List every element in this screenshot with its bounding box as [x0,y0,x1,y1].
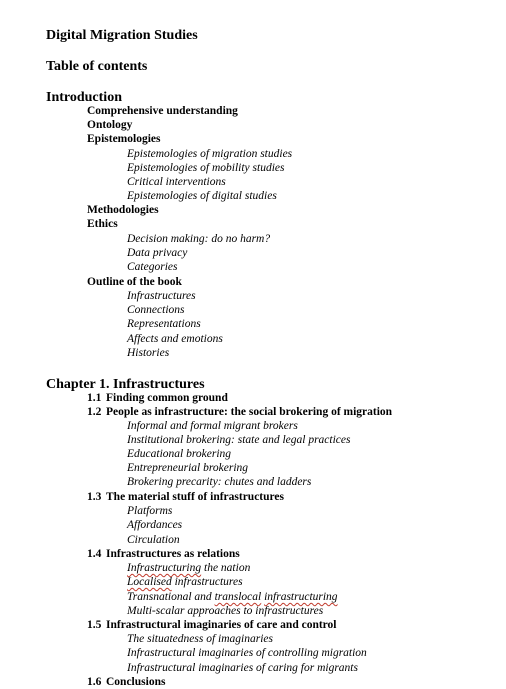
toc-subentry: Entrepreneurial brokering [127,462,249,474]
section-number: 1.1 [87,392,102,404]
toc-subentry [127,563,250,575]
toc-entry: Comprehensive understanding [87,105,238,117]
toc-subentry: Histories [127,347,170,359]
section-introduction: Introduction [46,90,122,105]
toc-subentry: Infrastructural imaginaries of caring for migrants [127,662,358,674]
subentry-text: infrastructures [171,576,243,588]
spellcheck-word: translocal [214,591,262,603]
toc-subentry: Multi-scalar approaches to infrastructures [127,605,324,617]
section-label: Infrastructures as relations [106,548,240,560]
section-chapter-1: Chapter 1. Infrastructures [46,377,205,392]
toc-subentry: Connections [127,304,185,316]
toc-subentry: Brokering precarity: chutes and ladders [127,476,312,488]
toc-entry [87,393,228,405]
toc-heading: Table of contents [46,59,148,74]
toc-subentry [127,592,338,604]
subentry-text: Transnational and [127,591,215,603]
subentry-text: the nation [201,562,251,574]
toc-subentry: Affordances [127,519,183,531]
toc-entry [87,549,240,561]
book-title: Digital Migration Studies [46,28,198,43]
section-number: 1.5 [87,619,102,631]
toc-entry: Ethics [87,218,118,230]
section-label: Conclusions [106,676,166,688]
section-number: 1.6 [87,676,102,688]
section-number: 1.2 [87,406,102,418]
toc-subentry: Affects and emotions [127,333,223,345]
spellcheck-word: infrastructuring [264,591,338,603]
section-number: 1.4 [87,548,102,560]
toc-entry [87,492,284,504]
section-label: The material stuff of infrastructures [106,491,285,503]
spellcheck-word: Infrastructuring [127,562,202,574]
toc-entry [87,407,392,419]
section-number: 1.3 [87,491,102,503]
toc-subentry: Critical interventions [127,176,226,188]
toc-subentry: Circulation [127,534,180,546]
section-label: Infrastructural imaginaries of care and control [106,619,337,631]
section-label: Finding common ground [106,392,228,404]
toc-entry: Outline of the book [87,276,182,288]
toc-entry: Methodologies [87,204,159,216]
toc-subentry: Institutional brokering: state and legal practices [127,434,351,446]
toc-subentry: Representations [127,318,201,330]
toc-entry [87,677,165,689]
spellcheck-word: Localised [127,576,172,588]
section-label: People as infrastructure: the social brokering of migration [106,406,393,418]
toc-subentry: Infrastructural imaginaries of controlling migration [127,647,367,659]
toc-subentry: Educational brokering [127,448,232,460]
toc-subentry: Epistemologies of migration studies [127,148,293,160]
toc-subentry: Categories [127,261,178,273]
toc-subentry: Informal and formal migrant brokers [127,420,298,432]
toc-subentry: Infrastructures [127,290,196,302]
toc-entry [87,620,337,632]
toc-entry: Epistemologies [87,133,161,145]
toc-entry: Ontology [87,119,133,131]
toc-subentry: Platforms [127,505,173,517]
toc-subentry: Decision making: do no harm? [127,233,271,245]
toc-subentry: Epistemologies of digital studies [127,190,277,202]
toc-subentry [127,577,243,589]
toc-subentry: The situatedness of imaginaries [127,633,273,645]
toc-subentry: Epistemologies of mobility studies [127,162,285,174]
toc-subentry: Data privacy [127,247,188,259]
